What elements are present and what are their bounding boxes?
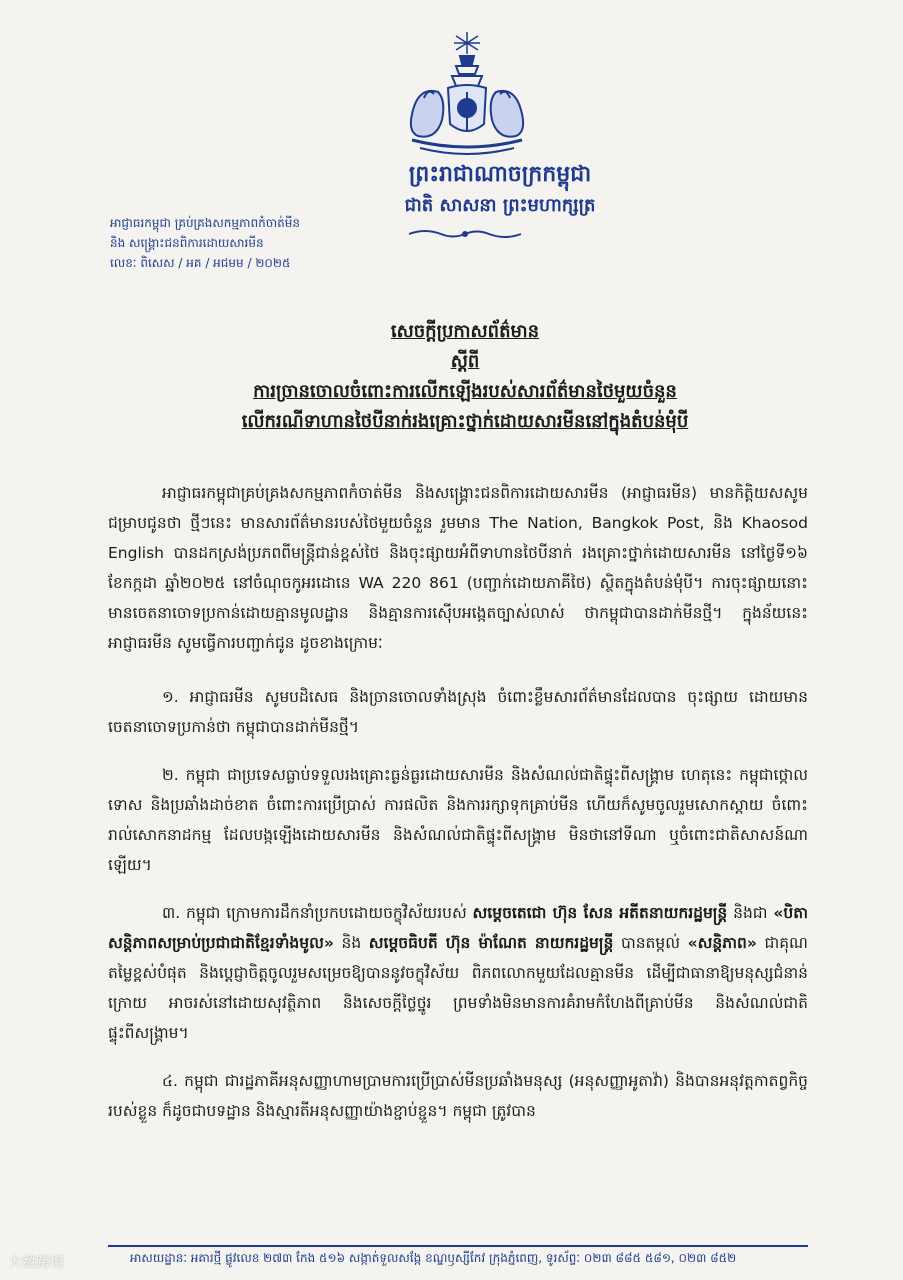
p3-text-c: និងជា [727, 904, 774, 922]
issuing-agency [110, 213, 370, 273]
intro-paragraph: អាជ្ញាធរកម្ពុជាគ្រប់គ្រងសកម្មភាពកំចាត់មីន និងសង្គ្រោះជនពិការដោយសារមីន (អាជ្ញាធរមីន) មានកិត្តិយសសូមជម្រាបជូនថា ថ្មីៗនេះ មានសារព័ត៌មានរបស់ថៃមួយចំនួន រួមមាន The Nation, Bangkok Post, និង Khaosod English បានដកស្រង់ប្រភពពីមន្ត្រីជាន់ខ្ពស់ថៃ និងចុះផ្សាយអំពីទាហានថៃបីនាក់ រងគ្រោះថ្នាក់ដោយសារមីន នៅថ្ងៃទី១៦ ខែកក្កដា ឆ្នាំ២០២៥ នៅចំណុចកូអរដោនេ WA 220 861 (បញ្ជាក់ដោយភាគីថៃ) ស្ថិតក្នុងតំបន់មុំបី។ ការចុះផ្សាយនោះ មានចេតនាចោទប្រកាន់ដោយគ្មានមូលដ្ឋាន និងគ្មានការស៊ើបអង្កេតច្បាស់លាស់ ថាកម្ពុជាបានដាក់មីនថ្មី។ ក្នុងន័យនេះ អាជ្ញាធរមីន សូមធ្វើការបញ្ជាក់ជូន ដូចខាងក្រោមៈ [108, 484, 808, 652]
p3-text-f: ជាគុណតម្លៃខ្ពស់បំផុត និងប្តេជ្ញាចិត្តចូលរួមសម្រេចឱ្យបាននូវចក្ខុវិស័យ ពិភពលោកមួយដែលគ្មានមីន ដើម្បីជាធានាឱ្យមនុស្សជំនាន់ក្រោយ អាចរស់នៅដោយសុវត្ថិភាព និងសេចក្តីថ្លៃថ្នូរ ព្រមទាំងមិនមានការគំរាមកំហែងពីគ្រាប់មីន និងសំណល់ជាតិផ្ទុះពីសង្គ្រាម។ [108, 934, 808, 1042]
agency-name-line1: អាជ្ញាធរកម្ពុជា គ្រប់គ្រងសកម្មភាពកំចាត់មីន [110, 216, 300, 230]
national-motto: ជាតិ សាសនា ព្រះមហាក្សត្រ [404, 195, 596, 216]
paragraph-1: ១. អាជ្ញាធរមីន សូមបដិសេធ និងច្រានចោលទាំងស្រុង ចំពោះខ្លឹមសារព័ត៌មានដែលបាន ចុះផ្សាយ ដោយមានចេតនាចោទប្រកាន់ថា កម្ពុជាបានដាក់មីនថ្មី។ [108, 688, 808, 736]
p3-bold-title: «បិតាសន្តិភាពសម្រាប់ប្រជាជាតិខ្មែរទាំងមូល» [108, 904, 808, 952]
title-regarding: ស្តីពី [450, 351, 480, 372]
title-subject-line2: លើករណីទាហានថៃបីនាក់រងគ្រោះថ្នាក់ដោយសារមីននៅក្នុងតំបន់មុំបី [241, 411, 689, 432]
p3-text-a: ៣. កម្ពុជា ក្រោមការដឹកនាំប្រកបដោយចក្ខុវិស័យរបស់ [162, 904, 473, 922]
paragraph-3 [108, 898, 808, 1048]
document-body [108, 478, 808, 1144]
paragraph-2: ២. កម្ពុជា ជាប្រទេសធ្លាប់ទទួលរងគ្រោះធ្ងន់ធ្ងរដោយសារមីន និងសំណល់ជាតិផ្ទុះពីសង្គ្រាម ហេតុនេះ កម្ពុជាថ្កោលទោស និងប្រឆាំងដាច់ខាត ចំពោះការប្រើប្រាស់ ការផលិត និងការរក្សាទុកគ្រាប់មីន ហើយក៏សូមចូលរួមសោកស្តាយ ចំពោះរាល់សោកនាដកម្ម ដែលបង្កឡើងដោយសារមីន និងសំណល់ជាតិផ្ទុះពីសង្គ្រាម មិនថានៅទីណា ឬចំពោះជាតិសាសន៍ណាឡើយ។ [108, 766, 808, 874]
p3-text-d: និង [333, 934, 369, 952]
p3-bold-name-1: សម្តេចតេជោ ហ៊ុន សែន អតីតនាយករដ្ឋមន្ត្រី [472, 904, 728, 922]
royal-emblem-icon [398, 28, 536, 166]
document-title [160, 317, 770, 437]
title-press-release: សេចក្តីប្រកាសព័ត៌មាន [390, 321, 540, 342]
p3-bold-peace: «សន្តិភាព» [687, 934, 757, 952]
kingdom-name: ព្រះរាជាណាចក្រកម្ពុជា [408, 161, 592, 187]
reference-number: លេខៈ ពិសេស / អគ / អជមម / ២០២៥ [110, 256, 291, 270]
p3-text-e: បានតម្កល់ [613, 934, 688, 952]
ornament-divider-icon [405, 227, 525, 241]
title-subject-line1: ការច្រានចោលចំពោះការលើកឡើងរបស់សារព័ត៌មានថៃមួយចំនួន [253, 381, 677, 402]
p3-bold-name-2: សម្តេចធិបតី ហ៊ុន ម៉ាណែត នាយករដ្ឋមន្ត្រី [368, 934, 614, 952]
watermark: 大数跨境 [8, 1255, 64, 1271]
footer-divider [108, 1245, 808, 1247]
footer-address: អាសយដ្ឋានៈ អគារថ្មី ផ្លូវលេខ ២៧៣ កែង ៥១៦ សង្កាត់ទួលសង្កែ ខណ្ឌឫស្សីកែវ ក្រុងភ្នំពេញ, ទូរស័ព្ទៈ ០២៣ ៨៨៥ ៥៨១, ០២៣ ៨៥២ [130, 1251, 737, 1265]
agency-name-line2: និង សង្គ្រោះជនពិការដោយសារមីន [110, 236, 264, 250]
paragraph-4: ៤. កម្ពុជា ជារដ្ឋភាគីអនុសញ្ញាហាមប្រាមការប្រើប្រាស់មីនប្រឆាំងមនុស្ស (អនុសញ្ញាអូតាវ៉ា) និងបានអនុវត្តកាតព្វកិច្ចរបស់ខ្លួន ក៏ដូចជាបទដ្ឋាន និងស្មារតីអនុសញ្ញាយ៉ាងខ្ជាប់ខ្ជួន។ កម្ពុជា ត្រូវបាន [108, 1072, 808, 1120]
